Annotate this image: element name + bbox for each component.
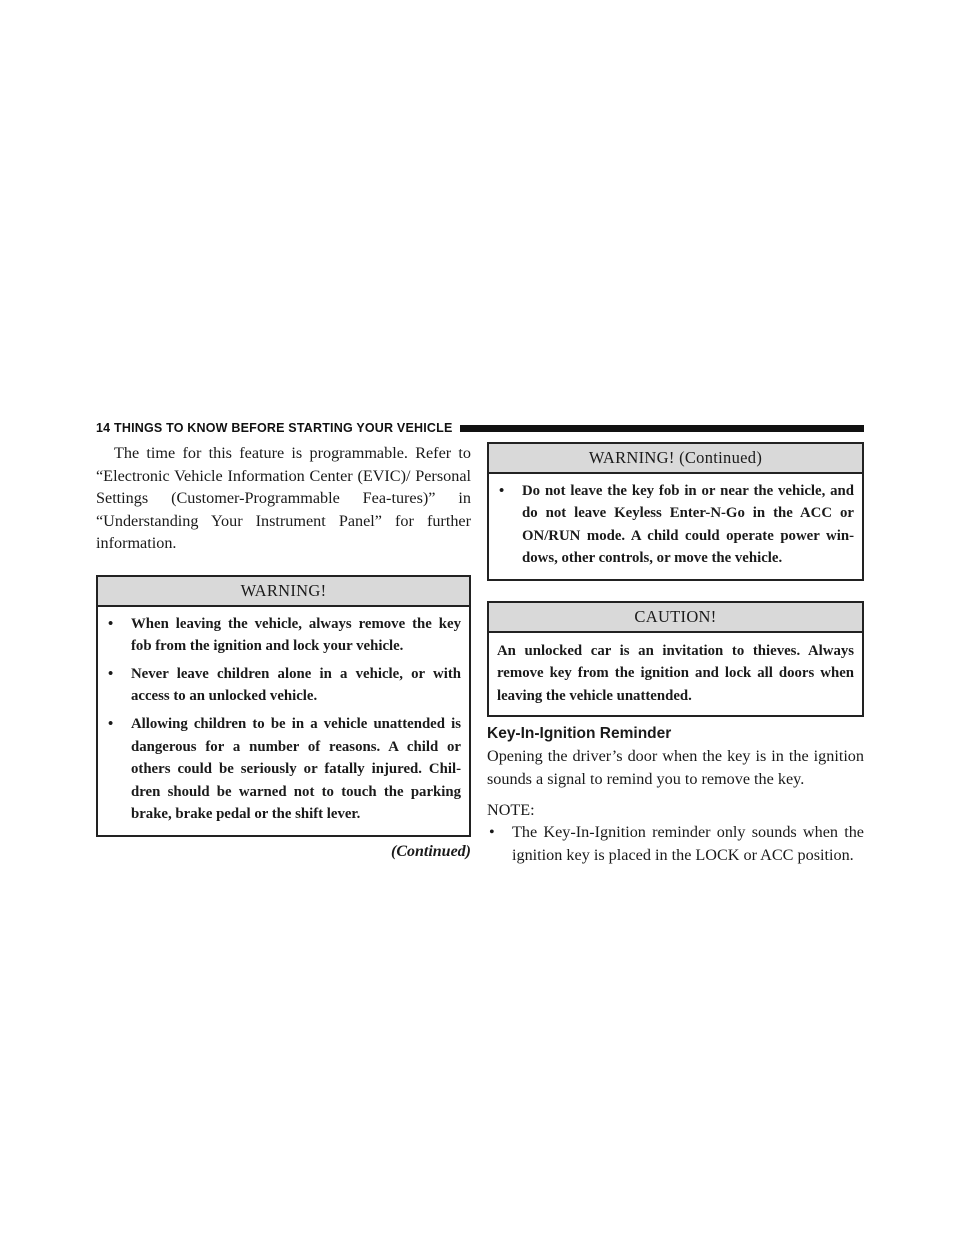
bullet-icon: •: [108, 665, 114, 682]
warning-continued-box: [487, 442, 864, 581]
header-rule: [460, 425, 864, 432]
caution-title: CAUTION!: [489, 603, 862, 633]
bullet-icon: •: [108, 715, 114, 732]
note-list: [487, 821, 864, 866]
warning-list: [106, 613, 461, 826]
section-title: THINGS TO KNOW BEFORE STARTING YOUR VEHICLE: [114, 421, 453, 435]
warning-item: • Do not leave the key fob in or near the vehicle, and do not leave Keyless Enter-N-Go in the ACC or ON/RUN mode. A child could operate power win-dows, other controls, or move the vehicle.: [497, 480, 854, 570]
note-label: NOTE:: [487, 800, 535, 819]
warning-box: [96, 575, 471, 837]
warning-item: • When leaving the vehicle, always remove the key fob from the ignition and lock your vehicle.: [106, 613, 461, 658]
warning-item: • Allowing children to be in a vehicle unattended is dangerous for a number of reasons. A child or others could be seriously or fatally injured. Chil-dren should be warned not to touch the parking brake, brake pedal or the shift lever.: [106, 713, 461, 826]
left-column: [96, 442, 471, 864]
caution-box: [487, 601, 864, 717]
warning-body: [98, 607, 469, 835]
header-text: [96, 421, 452, 435]
continued-label: (Continued): [390, 842, 471, 860]
warning-item: • Never leave children alone in a vehicle, or with access to an unlocked vehicle.: [106, 663, 461, 708]
bullet-icon: •: [489, 823, 495, 842]
page-header: [96, 418, 864, 438]
intro-paragraph: The time for this feature is programmable. Refer to “Electronic Vehicle Information Center (EVIC)/ Personal Settings (Customer-Programmable Fea-tures)” in “Understanding Your Instrument Panel” for further information.: [96, 444, 471, 553]
bullet-icon: •: [108, 615, 114, 632]
warning-continued-list: [497, 480, 854, 570]
page-number: 14: [96, 421, 111, 435]
warning-continued-title: WARNING! (Continued): [489, 444, 862, 474]
right-column: [487, 442, 864, 866]
caution-text: An unlocked car is an invitation to thieves. Always remove key from the ignition and lock all doors when leaving the vehicle unattended.: [497, 642, 854, 704]
section-heading: Key-In-Ignition Reminder: [487, 725, 672, 743]
bullet-icon: •: [499, 482, 505, 499]
note-item: • The Key-In-Ignition reminder only sounds when the ignition key is placed in the LOCK or ACC position.: [489, 823, 864, 864]
section-paragraph: Opening the driver’s door when the key is in the ignition sounds a signal to remind you to remove the key.: [487, 747, 864, 788]
warning-continued-body: [489, 474, 862, 579]
warning-title: WARNING!: [98, 577, 469, 607]
